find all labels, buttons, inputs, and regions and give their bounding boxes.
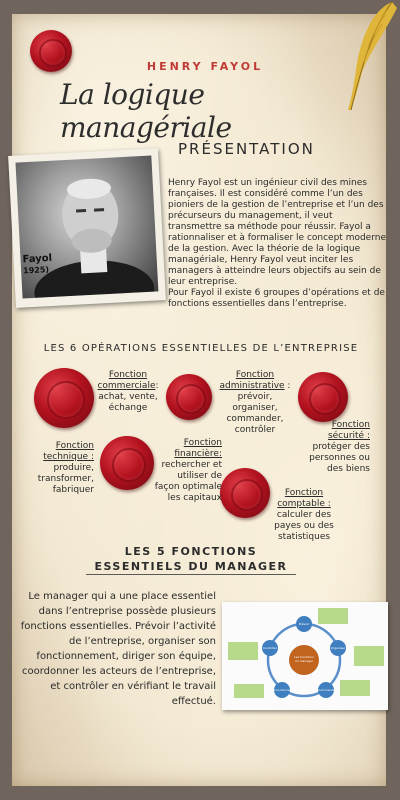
portrait-photo (8, 148, 166, 308)
operation-commerciale (96, 370, 160, 414)
operation-technique (36, 441, 94, 496)
presentation-paragraph-1: Henry Fayol est un ingénieur civil des mines françaises. Il est considéré comme l’un des pioniers de la gestion de l’entreprise et l’un des précurseurs du management, il veut transmettre sa méthode pour réussir. Fayol a rationnaliser et à formaliser le concept moderne de la gestion. Avec la théorie de la logique managériale, Henry Fayol veut inciter les managers à atteindre leurs objectifs au sein de leur entreprise. (168, 178, 387, 287)
diagram-node-label: Prévoir (298, 622, 310, 626)
operation-name: Fonction technique : (43, 441, 94, 462)
wax-seal-icon (30, 30, 72, 72)
portrait-figure (15, 156, 158, 299)
operation-financiere (150, 438, 222, 504)
functions-heading-line-2: ESSENTIELS DU MANAGER (94, 560, 288, 573)
wax-seal-icon (298, 372, 348, 422)
operation-name: Fonction commerciale (97, 370, 156, 391)
operation-securite (304, 420, 370, 475)
photo-caption: Fayol (22, 252, 53, 266)
diagram-center-label: Les fonctions du manager (294, 655, 314, 663)
presentation-heading: PRÉSENTATION (178, 140, 315, 158)
wax-seal-icon (100, 436, 154, 490)
page-title: La logique managériale (60, 78, 232, 144)
operation-desc: calculer des payes ou des statistiques (274, 510, 334, 542)
operation-desc: : achat, vente, échange (98, 381, 159, 413)
diagram-node-label: Organiser (330, 646, 346, 650)
quill-feather-icon (342, 0, 400, 112)
manager-functions-diagram (222, 602, 388, 710)
operation-name: Fonction administrative (219, 370, 285, 391)
operation-desc: protéger des personnes ou des biens (309, 442, 370, 474)
manager-text: Le manager qui a une place essentiel dans l’entreprise possède plusieurs fonctions essentielles. Prévoir l’activité de l’entreprise, organiser son fonctionnement, diriger son équipe, coordonner les acteurs de l’entreprise, et contrôler en vérifiant le travail effectué. (20, 591, 216, 707)
photo-year: 1925) (22, 265, 50, 276)
operation-name: Fonction financière: (174, 438, 222, 459)
author-name: HENRY FAYOL (146, 60, 264, 73)
functions-heading-line-1: LES 5 FONCTIONS (124, 545, 258, 558)
presentation-paragraph-2: Pour Fayol il existe 6 groupes d’opérations et de fonctions essentielles dans l’entreprise. (168, 288, 385, 309)
operation-desc: produire, transformer, fabriquer (37, 463, 94, 495)
diagram-node-label: Contrôler (263, 646, 277, 650)
wax-seal-icon (166, 374, 212, 420)
operations-heading: LES 6 OPÉRATIONS ESSENTIELLES DE L’ENTREPRISE (43, 343, 359, 354)
portrait-image (15, 156, 158, 299)
functions-heading (56, 544, 326, 574)
operation-name: Fonction sécurité : (327, 420, 370, 441)
operation-desc: rechercher et utiliser de façon optimale les capitaux (154, 460, 222, 503)
presentation-text (168, 178, 386, 310)
operation-comptable (270, 488, 338, 543)
wax-seal-icon (34, 368, 94, 428)
operation-administrative (218, 370, 292, 436)
operation-name: Fonction comptable : (277, 488, 331, 509)
wax-seal-icon (220, 468, 270, 518)
divider (86, 574, 296, 575)
operation-desc: : prévoir, organiser, commander, contrôler (226, 381, 291, 435)
diagram-node-label: Commander (318, 688, 337, 692)
diagram-node-label: Coordonner (274, 688, 292, 692)
